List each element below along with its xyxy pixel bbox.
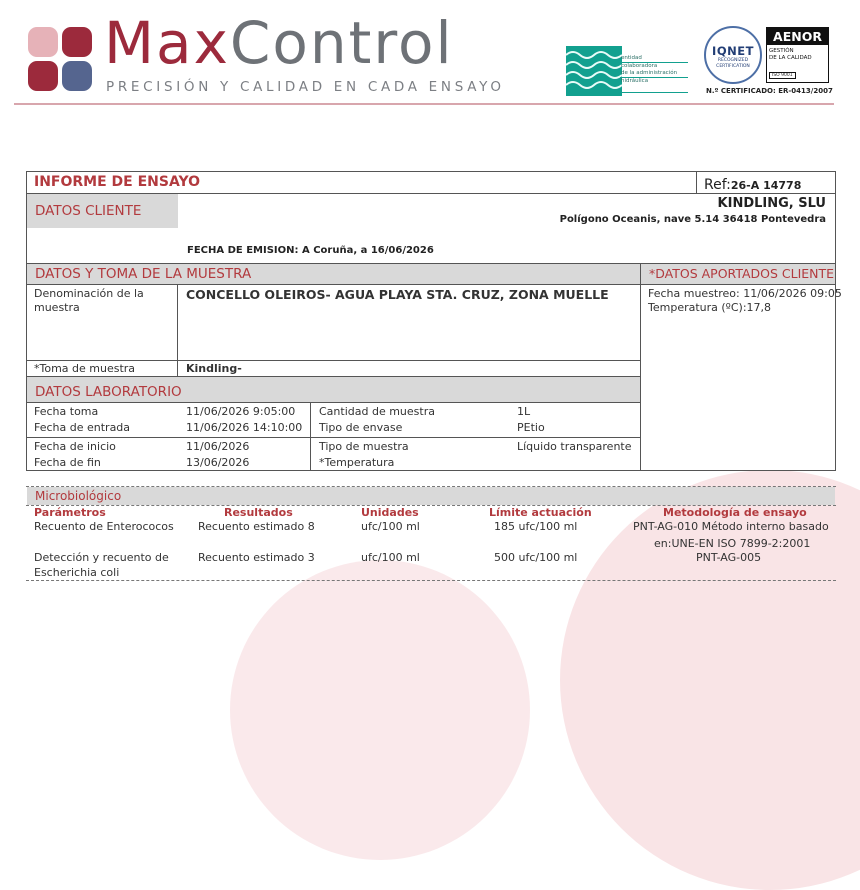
temperatura-label: *Temperatura (319, 456, 395, 469)
ref-divider (696, 171, 697, 193)
brand-part2: Control (229, 9, 454, 77)
toma-rule (26, 360, 640, 361)
report-title: INFORME DE ENSAYO (34, 174, 200, 190)
row-result: Recuento estimado 8 (198, 520, 315, 533)
row-method-2: en:UNE-EN ISO 7899-2:2001 (654, 537, 811, 550)
toma-label: *Toma de muestra (34, 362, 136, 375)
sample-header-rule (26, 284, 836, 285)
watermark-circle (230, 560, 530, 860)
row-units: ufc/100 ml (361, 520, 420, 533)
brand-name (104, 9, 454, 77)
fecha-inicio-value: 11/06/2026 (186, 440, 250, 453)
entity-rule (620, 77, 688, 78)
iqnet-seal: IQNET RECOGNIZED CERTIFICATION (704, 26, 762, 84)
water-waves-icon (566, 46, 622, 96)
fecha-toma-value: 11/06/2026 9:05:00 (186, 405, 296, 418)
logo-squares-icon (28, 27, 92, 91)
row-units: ufc/100 ml (361, 551, 420, 564)
col-header-resultados: Resultados (224, 506, 293, 519)
lab-mid-rule (26, 437, 640, 438)
fecha-fin-value: 13/06/2026 (186, 456, 250, 469)
lab-header-rule (26, 402, 640, 403)
row-param: Detección y recuento de (34, 551, 169, 564)
sample-section-header: DATOS Y TOMA DE LA MUESTRA (27, 264, 640, 284)
watermark-circle (560, 470, 860, 890)
header-divider (14, 103, 834, 105)
denom-value: CONCELLO OLEIROS- AGUA PLAYA STA. CRUZ, ZONA MUELLE (186, 287, 609, 302)
col-header-unidades: Unidades (361, 506, 419, 519)
certificate-number: N.º CERTIFICADO: ER-0413/2007 (706, 87, 833, 95)
col-header-metodologia: Metodología de ensayo (663, 506, 807, 519)
emission-date: FECHA DE EMISION: A Coruña, a 16/06/2026 (187, 245, 434, 256)
tipo-label: Tipo de muestra (319, 440, 409, 453)
denom-label-1: Denominación de la (34, 287, 144, 300)
sample-top-rule (26, 263, 836, 264)
client-address: Polígono Oceanis, nave 5.14 36418 Pontevedra (559, 214, 826, 225)
envase-value: PEtio (517, 421, 545, 434)
client-col-divider (640, 263, 641, 471)
micro-bottom-rule (26, 580, 836, 581)
tagline: PRECISIÓN Y CALIDAD EN CADA ENSAYO (106, 79, 505, 95)
row-param: Recuento de Enterococos (34, 520, 174, 533)
micro-section-header: Microbiológico (27, 487, 835, 505)
client-name: KINDLING, SLU (717, 196, 826, 211)
entity-rule (620, 62, 688, 63)
fecha-fin-label: Fecha de fin (34, 456, 101, 469)
fecha-toma-label: Fecha toma (34, 405, 99, 418)
row-method-1: PNT-AG-010 Método interno basado (633, 520, 829, 533)
entity-rule (620, 92, 688, 93)
fecha-entrada-value: 11/06/2026 14:10:00 (186, 421, 303, 434)
aenor-seal: AENOR GESTIÓN DE LA CALIDAD ISO 9001 (766, 27, 829, 83)
report-ref: Ref:26-A 14778 (704, 177, 802, 193)
col-header-limite: Límite actuación (489, 506, 592, 519)
row-limit: 185 ufc/100 ml (494, 520, 578, 533)
toma-value: Kindling- (186, 362, 242, 375)
client-temperature: Temperatura (ºC):17,8 (648, 301, 772, 314)
client-sample-date: Fecha muestreo: 11/06/2026 09:05 (648, 287, 842, 300)
row-result: Recuento estimado 3 (198, 551, 315, 564)
fecha-entrada-label: Fecha de entrada (34, 421, 131, 434)
envase-label: Tipo de envase (319, 421, 403, 434)
client-section-header: DATOS CLIENTE (27, 194, 178, 228)
tipo-value: Líquido transparente (517, 440, 632, 453)
brand-part1: Max (104, 9, 230, 77)
row-method-1: PNT-AG-005 (696, 551, 762, 564)
entity-text: entidad colaboradora de la administración hidráulica (621, 55, 678, 84)
denom-label-2: muestra (34, 301, 80, 314)
client-data-section-header: *DATOS APORTADOS CLIENTE (641, 264, 835, 284)
row-param-2: Escherichia coli (34, 566, 120, 579)
col-header-parametros: Parámetros (34, 506, 106, 519)
denom-divider (177, 284, 178, 376)
fecha-inicio-label: Fecha de inicio (34, 440, 116, 453)
cantidad-value: 1L (517, 405, 531, 418)
row-limit: 500 ufc/100 ml (494, 551, 578, 564)
lab-section-header: DATOS LABORATORIO (27, 377, 640, 402)
cantidad-label: Cantidad de muestra (319, 405, 435, 418)
